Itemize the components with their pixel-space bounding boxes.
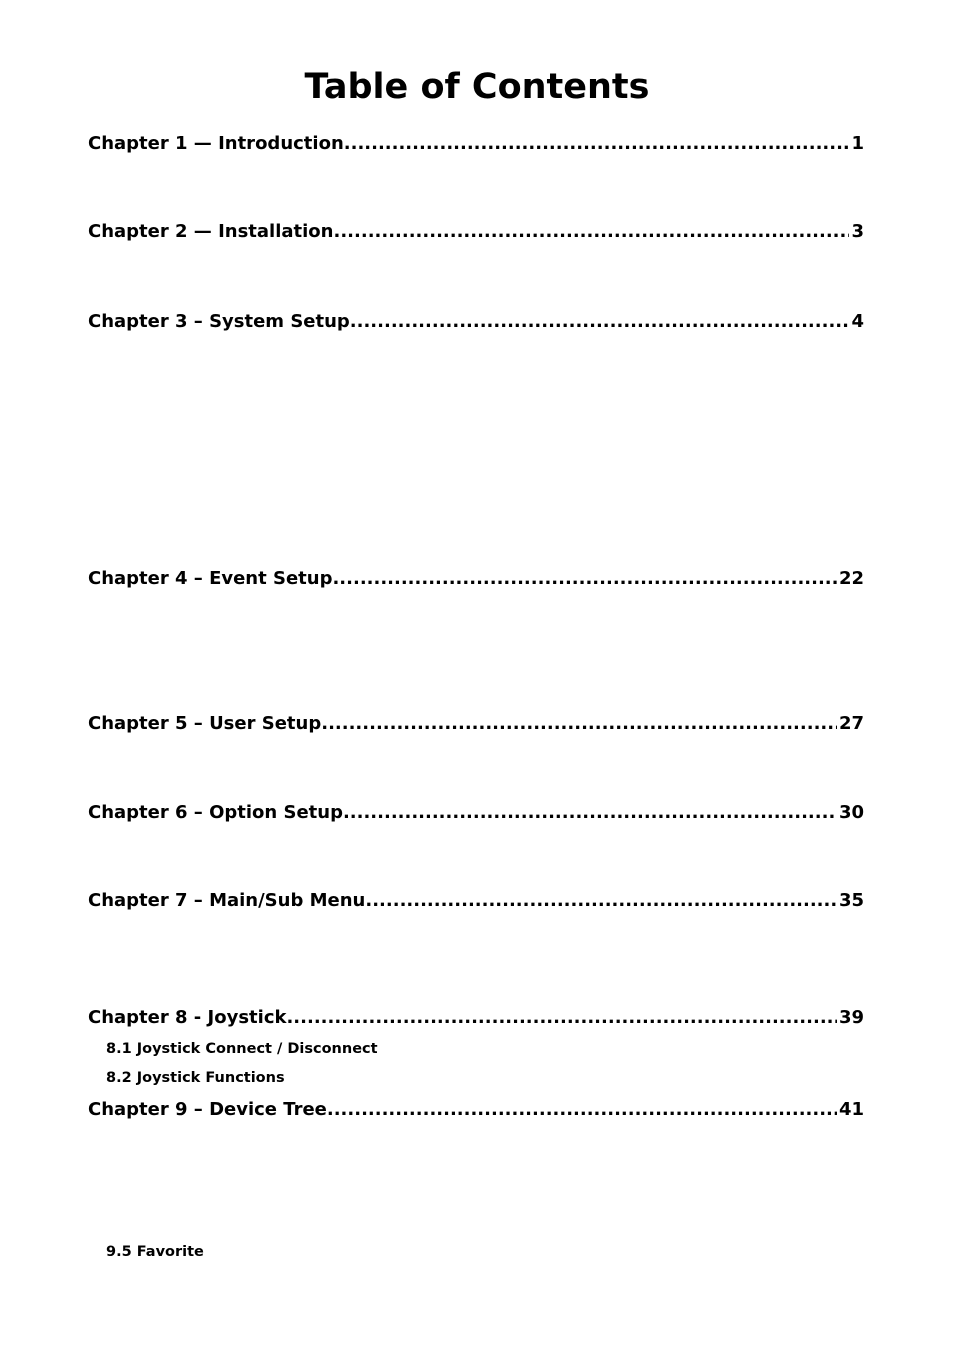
toc-entry-chapter-2[interactable] bbox=[88, 219, 864, 245]
toc-entry-chapter-9[interactable] bbox=[88, 1097, 864, 1123]
toc-subentry-8-2[interactable]: 8.2 Joystick Functions bbox=[106, 1070, 285, 1086]
dot-leader bbox=[321, 711, 837, 737]
dot-leader bbox=[327, 1097, 837, 1123]
dot-leader bbox=[286, 1005, 836, 1031]
toc-entry-label: Chapter 7 – Main/Sub Menu bbox=[88, 890, 366, 911]
toc-entry-chapter-4[interactable] bbox=[88, 566, 864, 592]
toc-page-number: 4 bbox=[851, 311, 864, 332]
toc-page-number: 30 bbox=[838, 802, 864, 823]
toc-entry-label: Chapter 9 – Device Tree bbox=[88, 1099, 327, 1120]
toc-subentry-9-5[interactable]: 9.5 Favorite bbox=[106, 1244, 204, 1260]
dot-leader bbox=[332, 566, 836, 592]
toc-page-number: 39 bbox=[838, 1007, 864, 1028]
toc-page-number: 27 bbox=[838, 713, 864, 734]
toc-entry-label: Chapter 1 — Introduction bbox=[88, 133, 344, 154]
toc-entry-label: Chapter 3 – System Setup bbox=[88, 311, 350, 332]
toc-page-number: 35 bbox=[838, 890, 864, 911]
toc-entry-label: Chapter 4 – Event Setup bbox=[88, 568, 333, 589]
toc-entry-chapter-8[interactable] bbox=[88, 1005, 864, 1031]
dot-leader bbox=[350, 309, 850, 335]
toc-subentry-8-1[interactable]: 8.1 Joystick Connect / Disconnect bbox=[106, 1041, 378, 1057]
toc-entry-chapter-3[interactable] bbox=[88, 309, 864, 335]
dot-leader bbox=[365, 888, 837, 914]
toc-page-number: 1 bbox=[851, 133, 864, 154]
toc-entry-label: Chapter 5 – User Setup bbox=[88, 713, 322, 734]
toc-entry-chapter-5[interactable] bbox=[88, 711, 864, 737]
dot-leader bbox=[334, 219, 850, 245]
dot-leader bbox=[343, 800, 837, 826]
toc-entry-chapter-6[interactable] bbox=[88, 800, 864, 826]
toc-page-number: 22 bbox=[838, 568, 864, 589]
toc-entry-label: Chapter 6 – Option Setup bbox=[88, 802, 343, 823]
toc-page-number: 3 bbox=[851, 221, 864, 242]
toc-entry-chapter-1[interactable] bbox=[88, 131, 864, 157]
toc-page-number: 41 bbox=[838, 1099, 864, 1120]
dot-leader bbox=[344, 131, 850, 157]
toc-entry-label: Chapter 2 — Installation bbox=[88, 221, 334, 242]
toc-entry-chapter-7[interactable] bbox=[88, 888, 864, 914]
toc-entry-label: Chapter 8 - Joystick bbox=[88, 1007, 287, 1028]
page-title: Table of Contents bbox=[304, 67, 650, 107]
